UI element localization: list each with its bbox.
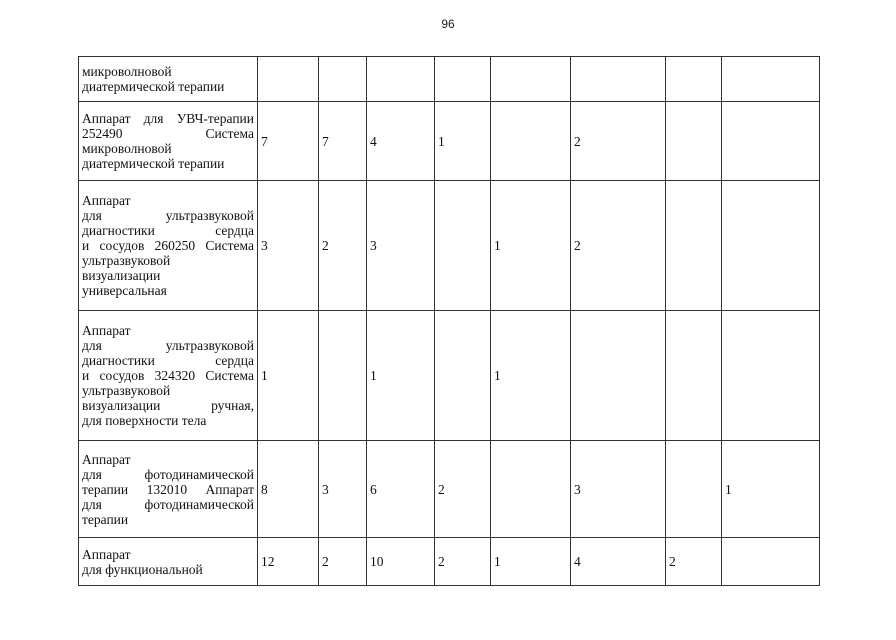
value-cell: 4: [571, 538, 666, 586]
value-cell: [258, 57, 319, 102]
equipment-name-line: микроволновой: [82, 64, 172, 79]
equipment-name-line: и сосудов 324320 Система: [82, 368, 254, 383]
equipment-name-line: Аппарат: [82, 193, 131, 208]
value-cell: [319, 57, 367, 102]
value-cell: [666, 311, 722, 441]
equipment-name-cell: [79, 441, 258, 538]
value-cell: [722, 102, 820, 181]
equipment-name-line: ультразвуковой: [82, 253, 171, 268]
value-cell: [435, 57, 491, 102]
equipment-name-line: диагностики сердца: [82, 223, 254, 238]
value-cell: [319, 311, 367, 441]
equipment-name-line: для фотодинамической: [82, 496, 254, 512]
value-cell: 2: [571, 102, 666, 181]
value-cell: 6: [367, 441, 435, 538]
equipment-name-line: 252490 Система: [82, 126, 254, 141]
equipment-name-line: Аппарат: [82, 323, 131, 338]
value-cell: [571, 311, 666, 441]
value-cell: 2: [319, 181, 367, 311]
value-cell: [722, 181, 820, 311]
value-cell: 1: [491, 538, 571, 586]
equipment-name-line: терапии 132010 Аппарат: [82, 481, 254, 497]
value-cell: 1: [491, 311, 571, 441]
value-cell: 3: [319, 441, 367, 538]
value-cell: [491, 102, 571, 181]
value-cell: 4: [367, 102, 435, 181]
table-row: [79, 102, 820, 181]
value-cell: [722, 538, 820, 586]
equipment-name-line: Аппарат для УВЧ-терапии: [82, 111, 254, 126]
value-cell: [571, 57, 666, 102]
equipment-name-line: диатермической терапии: [82, 156, 225, 171]
table-row: [79, 538, 820, 586]
value-cell: [435, 311, 491, 441]
equipment-name-cell: [79, 311, 258, 441]
table-row: [79, 441, 820, 538]
value-cell: 7: [319, 102, 367, 181]
equipment-name-line: для функциональной: [82, 561, 203, 577]
table-row: [79, 57, 820, 102]
equipment-name-cell: [79, 538, 258, 586]
value-cell: 12: [258, 538, 319, 586]
equipment-name-line: микроволновой: [82, 141, 172, 156]
equipment-name-line: визуализации ручная,: [82, 398, 254, 413]
value-cell: 1: [367, 311, 435, 441]
equipment-name-line: и сосудов 260250 Система: [82, 238, 254, 253]
value-cell: 2: [571, 181, 666, 311]
equipment-name-cell: [79, 102, 258, 181]
table-body: [79, 57, 820, 586]
value-cell: 1: [722, 441, 820, 538]
value-cell: [666, 57, 722, 102]
value-cell: 1: [435, 102, 491, 181]
value-cell: 3: [258, 181, 319, 311]
equipment-table: [78, 56, 820, 586]
value-cell: [491, 441, 571, 538]
equipment-name-line: диатермической терапии: [82, 79, 225, 94]
equipment-name-line: терапии: [82, 511, 129, 527]
equipment-name-line: диагностики сердца: [82, 353, 254, 368]
equipment-name-line: ультразвуковой: [82, 383, 171, 398]
value-cell: [367, 57, 435, 102]
value-cell: 1: [491, 181, 571, 311]
equipment-name-line: визуализации: [82, 268, 161, 283]
equipment-name-line: для ультразвуковой: [82, 338, 254, 353]
value-cell: 2: [435, 538, 491, 586]
value-cell: 3: [571, 441, 666, 538]
equipment-name-line: Аппарат: [82, 451, 131, 467]
equipment-name-line: для поверхности тела: [82, 413, 207, 428]
equipment-name-line: для ультразвуковой: [82, 208, 254, 223]
value-cell: 2: [319, 538, 367, 586]
page-number: 96: [441, 17, 455, 31]
table-row: [79, 311, 820, 441]
equipment-name-cell: [79, 181, 258, 311]
table-row: [79, 181, 820, 311]
value-cell: [722, 57, 820, 102]
value-cell: [722, 311, 820, 441]
value-cell: 7: [258, 102, 319, 181]
value-cell: 1: [258, 311, 319, 441]
value-cell: [435, 181, 491, 311]
equipment-name-line: Аппарат: [82, 546, 131, 562]
value-cell: 3: [367, 181, 435, 311]
equipment-name-line: универсальная: [82, 283, 167, 298]
value-cell: [666, 441, 722, 538]
value-cell: [666, 181, 722, 311]
equipment-name-line: для фотодинамической: [82, 466, 254, 482]
value-cell: [491, 57, 571, 102]
value-cell: 2: [435, 441, 491, 538]
value-cell: 8: [258, 441, 319, 538]
value-cell: 2: [666, 538, 722, 586]
value-cell: [666, 102, 722, 181]
value-cell: 10: [367, 538, 435, 586]
equipment-name-cell: [79, 57, 258, 102]
